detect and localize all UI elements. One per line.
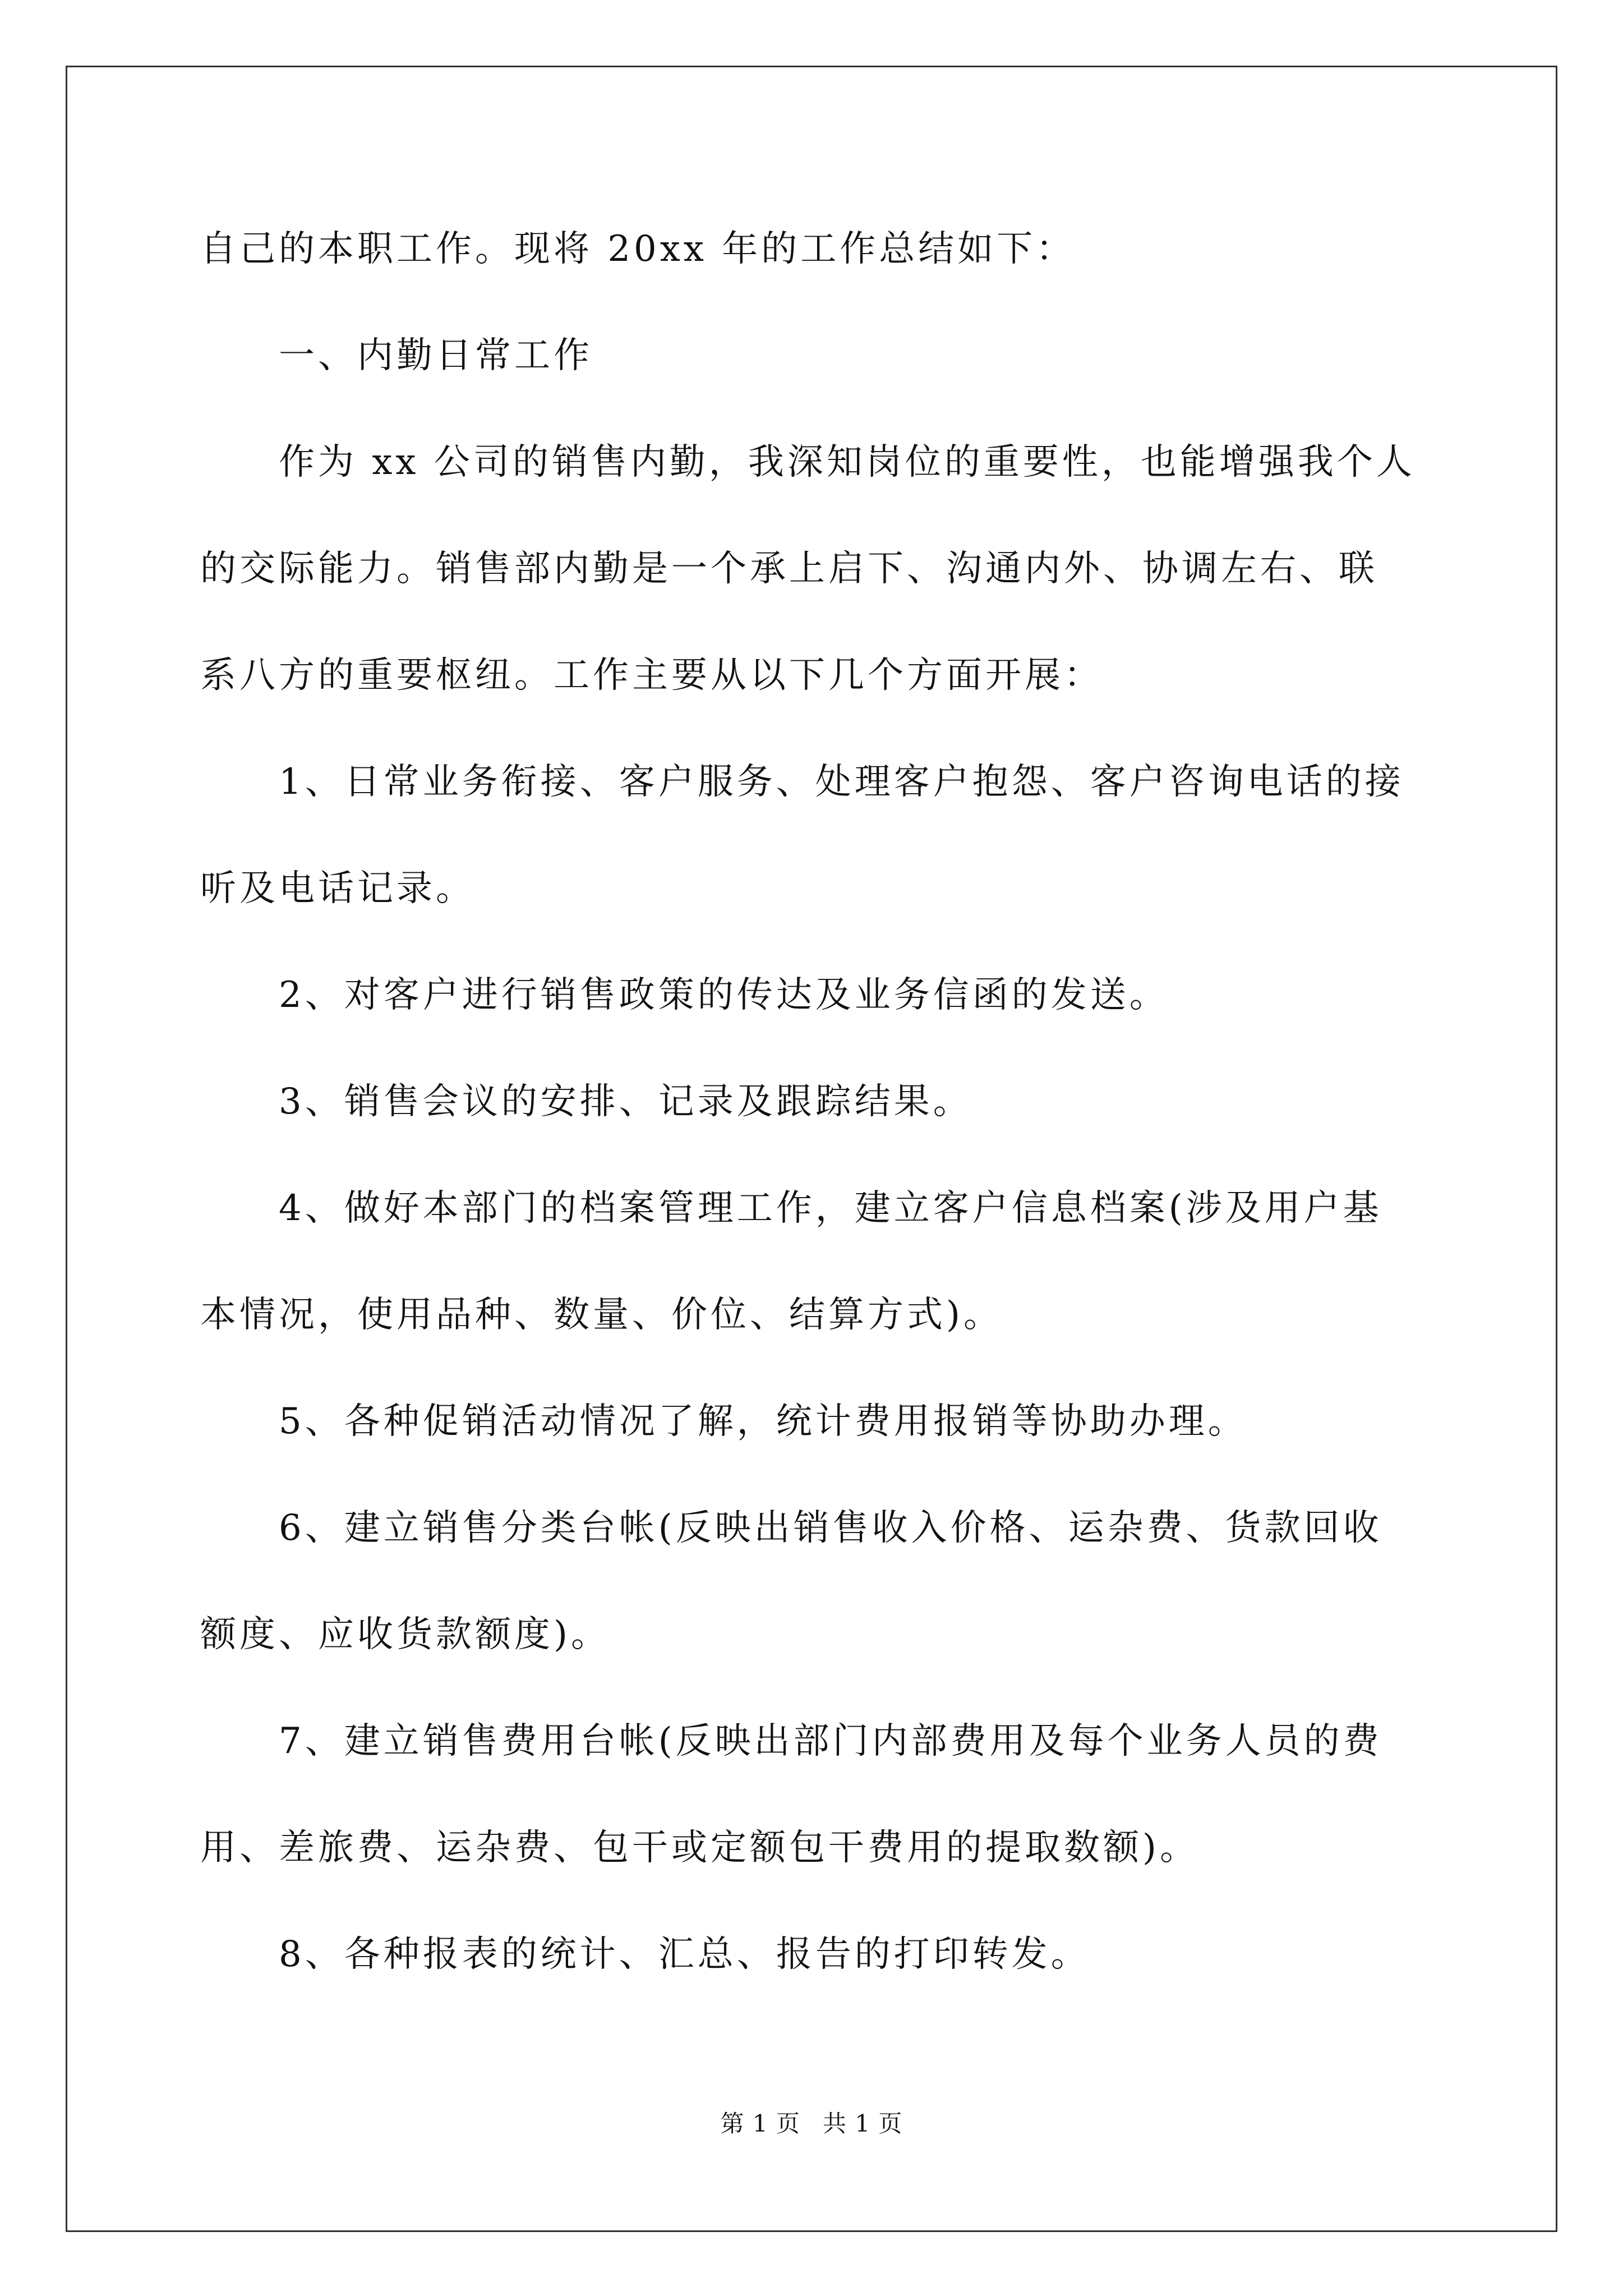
list-item: 3、销售会议的安排、记录及跟踪结果。 <box>279 1081 972 1122</box>
text-line: 的交际能力。销售部内勤是一个承上启下、沟通内外、协调左右、联 <box>200 548 1378 590</box>
list-item: 6、建立销售分类台帐(反映出销售收入价格、运杂费、货款回收 <box>279 1507 1382 1549</box>
list-item: 2、对客户进行销售政策的传达及业务信函的发送。 <box>279 974 1169 1016</box>
text-line: 系八方的重要枢纽。工作主要从以下几个方面开展： <box>200 655 1103 696</box>
text-line: 听及电话记录。 <box>200 868 475 909</box>
page-border <box>66 66 1557 2232</box>
text-line: 作为 xx 公司的销售内勤，我深知岗位的重要性，也能增强我个人 <box>279 441 1415 483</box>
list-item: 7、建立销售费用台帐(反映出部门内部费用及每个业务人员的费 <box>279 1720 1382 1762</box>
list-item: 5、各种促销活动情况了解，统计费用报销等协助办理。 <box>279 1401 1247 1442</box>
text-line: 自己的本职工作。现将 20xx 年的工作总结如下： <box>200 228 1076 270</box>
page-total: 共 1 页 <box>823 2110 903 2137</box>
text-line: 本情况，使用品种、数量、价位、结算方式)。 <box>200 1294 1003 1336</box>
page-footer <box>0 2112 1623 2136</box>
list-item: 1、日常业务衔接、客户服务、处理客户抱怨、客户咨询电话的接 <box>279 761 1404 803</box>
text-line: 用、差旅费、运杂费、包干或定额包干费用的提取数额)。 <box>200 1827 1199 1869</box>
section-heading: 一、内勤日常工作 <box>279 335 593 376</box>
text-line: 额度、应收货款额度)。 <box>200 1614 610 1655</box>
list-item: 8、各种报表的统计、汇总、报告的打印转发。 <box>279 1934 1090 1975</box>
list-item: 4、做好本部门的档案管理工作，建立客户信息档案(涉及用户基 <box>279 1188 1382 1229</box>
page-number: 第 1 页 <box>720 2110 800 2137</box>
